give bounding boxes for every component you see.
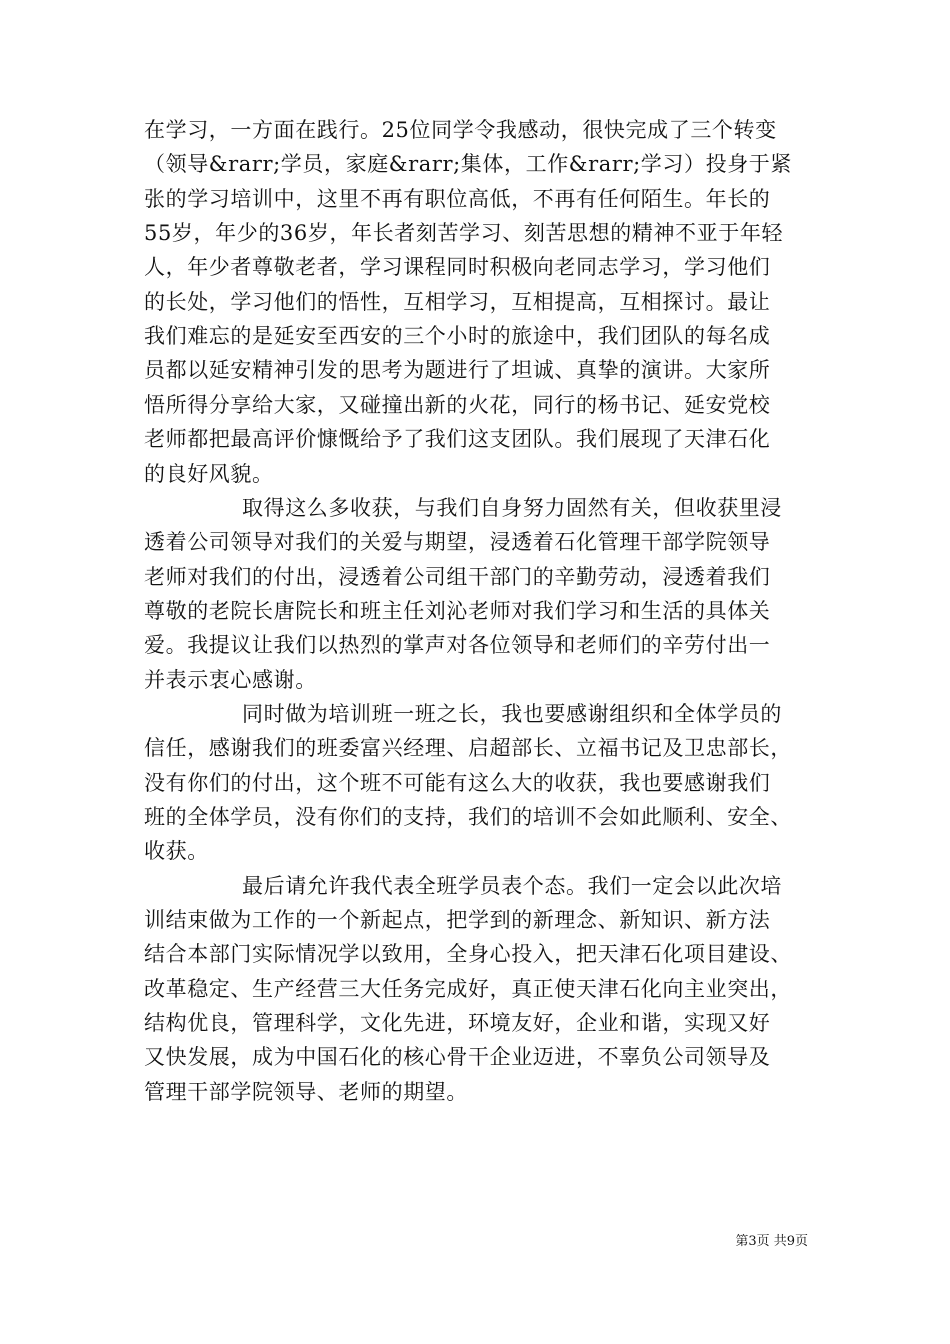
body-text-line: 的长处，学习他们的悟性，互相学习，互相提高，互相探讨。最让 [144,289,771,314]
body-text-line: 悟所得分享给大家，又碰撞出新的火花，同行的杨书记、延安党校 [144,392,771,417]
body-text-line: 信任，感谢我们的班委富兴经理、启超部长、立福书记及卫忠部长， [144,736,792,761]
body-text-line: 改革稳定、生产经营三大任务完成好，真正使天津石化向主业突出， [144,976,792,1001]
body-text-line: 并表示衷心感谢。 [144,667,317,692]
body-text-line: （领导&rarr;学员，家庭&rarr;集体，工作&rarr;学习）投身于紧 [144,152,793,177]
body-text-line: 结合本部门实际情况学以致用，全身心投入，把天津石化项目建设、 [144,942,792,967]
body-text-line: 训结束做为工作的一个新起点，把学到的新理念、新知识、新方法 [144,908,771,933]
body-text-line: 我们难忘的是延安至西安的三个小时的旅途中，我们团队的每名成 [144,324,771,349]
body-text-line: 人，年少者尊敬老者，学习课程同时积极向老同志学习，学习他们 [144,255,771,280]
body-text-line: 透着公司领导对我们的关爱与期望，浸透着石化管理干部学院领导 [144,530,771,555]
page-number-footer: 第3页 共9页 [735,1234,808,1249]
body-text-line: 又快发展，成为中国石化的核心骨干企业迈进，不辜负公司领导及 [144,1045,771,1070]
paragraph-first-line: 同时做为培训班一班之长，我也要感谢组织和全体学员的 [242,701,782,726]
body-text-line: 55岁，年少的36岁，年长者刻苦学习、刻苦思想的精神不亚于年轻 [144,221,784,246]
body-text-line: 爱。我提议让我们以热烈的掌声对各位领导和老师们的辛劳付出一 [144,633,771,658]
body-text-line: 员都以延安精神引发的思考为题进行了坦诚、真挚的演讲。大家所 [144,358,771,383]
body-text-line: 老师对我们的付出，浸透着公司组干部门的辛勤劳动，浸透着我们 [144,564,771,589]
paragraph-first-line: 取得这么多收获，与我们自身努力固然有关，但收获里浸 [242,495,782,520]
body-text-line: 收获。 [144,839,209,864]
body-text-line: 管理干部学院领导、老师的期望。 [144,1079,468,1104]
body-text-line: 结构优良，管理科学，文化先进，环境友好，企业和谐，实现又好 [144,1011,771,1036]
body-text-line: 班的全体学员，没有你们的支持，我们的培训不会如此顺利、安全、 [144,805,792,829]
body-text-line: 在学习，一方面在践行。25位同学令我感动，很快完成了三个转变 [144,118,777,142]
body-text-line: 张的学习培训中，这里不再有职位高低，不再有任何陌生。年长的 [144,186,771,211]
body-text-line: 尊敬的老院长唐院长和班主任刘沁老师对我们学习和生活的具体关 [144,598,771,623]
body-text-line: 老师都把最高评价慷慨给予了我们这支团队。我们展现了天津石化 [144,427,771,452]
body-text-line: 没有你们的付出，这个班不可能有这么大的收获，我也要感谢我们 [144,770,771,795]
body-text-line: 的良好风貌。 [144,461,274,486]
paragraph-first-line: 最后请允许我代表全班学员表个态。我们一定会以此次培 [242,873,782,898]
